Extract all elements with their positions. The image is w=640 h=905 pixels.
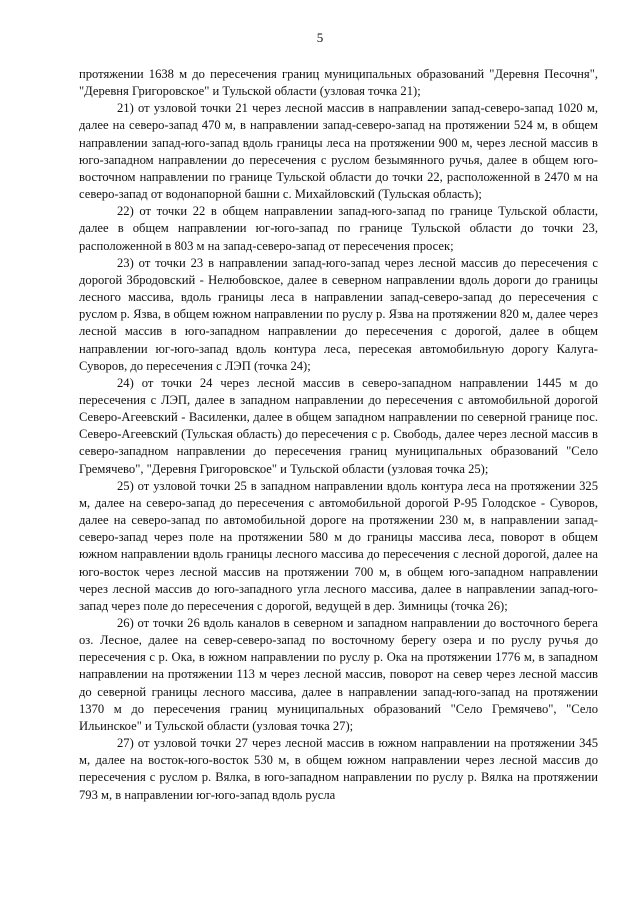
paragraph-point-27: 27) от узловой точки 27 через лесной массив в южном направлении на протяжении 345 м, далее на восток-юго-восток 530 м, в общем южном направлении через лесной массив до пересечения с руслом р. Вялка, в юго-западном направлении по руслу р. Вялка на протяжении 793 м, в направлении юг-юго-запад вдоль русла: [79, 736, 598, 802]
paragraph-point-24: 24) от точки 24 через лесной массив в северо-западном направлении 1445 м до пересечения с ЛЭП, далее в западном направлении до пересечения с автомобильной дорогой Северо-Агеевский - Василенки, далее в общем западном направлении по северной границе пос. Северо-Агеевский (Тульская область) до пересечения с р. Свободь, далее через лесной массив в северо-западном направлении до пересечения границ муниципальных образований "Село Гремячево", "Деревня Григоровское" и Тульской области (узловая точка 25);: [79, 375, 598, 476]
paragraph-point-25: 25) от узловой точки 25 в западном направлении вдоль контура леса на протяжении 325 м, далее на северо-запад до пересечения с автомобильной дорогой Р-95 Голодское - Суворов, далее на северо-запад по автомобильной дороге на протяжении 230 м, в направлении запад-северо-запад через поле на протяжении 580 м до границы массива леса, поворот в общем южном направлении вдоль границы лесного массива до пересечения с лесной дорогой, далее на юго-восток через лесной массив на протяжении 700 м, в общем юго-западном направлении через лесной массив до юго-западного угла лесного массива, далее в направлении запад-юго-запад через поле до пересечения с дорогой, ведущей в дер. Зимницы (точка 26);: [79, 478, 598, 613]
paragraph-point-23: 23) от точки 23 в направлении запад-юго-запад через лесной массив до пересечения с дорогой Збродовский - Нелюбовское, далее в северном направлении вдоль дороги до границы лесного массива, вдоль границы леса в направлении запад-северо-запад до пересечения с руслом р. Язва, в общем южном направлении по руслу р. Язва на протяжении 820 м, далее через лесной массив в юго-западном направлении до пересечения с дорогой, далее в общем направлении юг-юго-запад вдоль контура леса, пересекая автомобильную дорогу Калуга-Суворов, до пересечения с ЛЭП (точка 24);: [79, 255, 598, 373]
paragraph-continuation: протяжении 1638 м до пересечения границ муниципальных образований "Деревня Песочня", "Деревня Григоровское" и Тульской области (узловая точка 21);: [79, 67, 598, 99]
paragraph-point-26: 26) от точки 26 вдоль каналов в северном и западном направлении до восточного берега оз. Лесное, далее на север-северо-запад по восточному берегу озера и по руслу ручья до пересечения с р. Ока, в южном направлении по руслу р. Ока на протяжении 1776 м, в западном направлении на протяжении 113 м через лесной массив, поворот на север через лесной массив до северной границы лесного массива, далее в направлении запад-юго-запад на протяжении 1370 м до пересечения границ муниципальных образований "Село Гремячево", "Село Ильинское" и Тульской области (узловая точка 27);: [79, 616, 598, 733]
page-number: 5: [316, 30, 324, 45]
paragraph-point-21: 21) от узловой точки 21 через лесной массив в направлении запад-северо-запад 1020 м, далее на северо-запад 470 м, в направлении запад-северо-запад на протяжении 524 м, в общем направлении запад-юго-запад вдоль границы леса на протяжении 900 м, через лесной массив в юго-западном направлении до пересечения с руслом безымянного ручья, далее в общем юго-восточном направлении по границе Тульской области до точки 22, расположенной в 2470 м на северо-запад от водонапорной башни с. Михайловский (Тульская область);: [79, 101, 598, 202]
document-body: [79, 66, 598, 804]
paragraph-point-22: 22) от точки 22 в общем направлении запад-юго-запад по границе Тульской области, далее в общем направлении юг-юго-запад по границе Тульской области до точки 23, расположенной в 803 м на запад-северо-запад от пересечения просек;: [79, 204, 598, 253]
